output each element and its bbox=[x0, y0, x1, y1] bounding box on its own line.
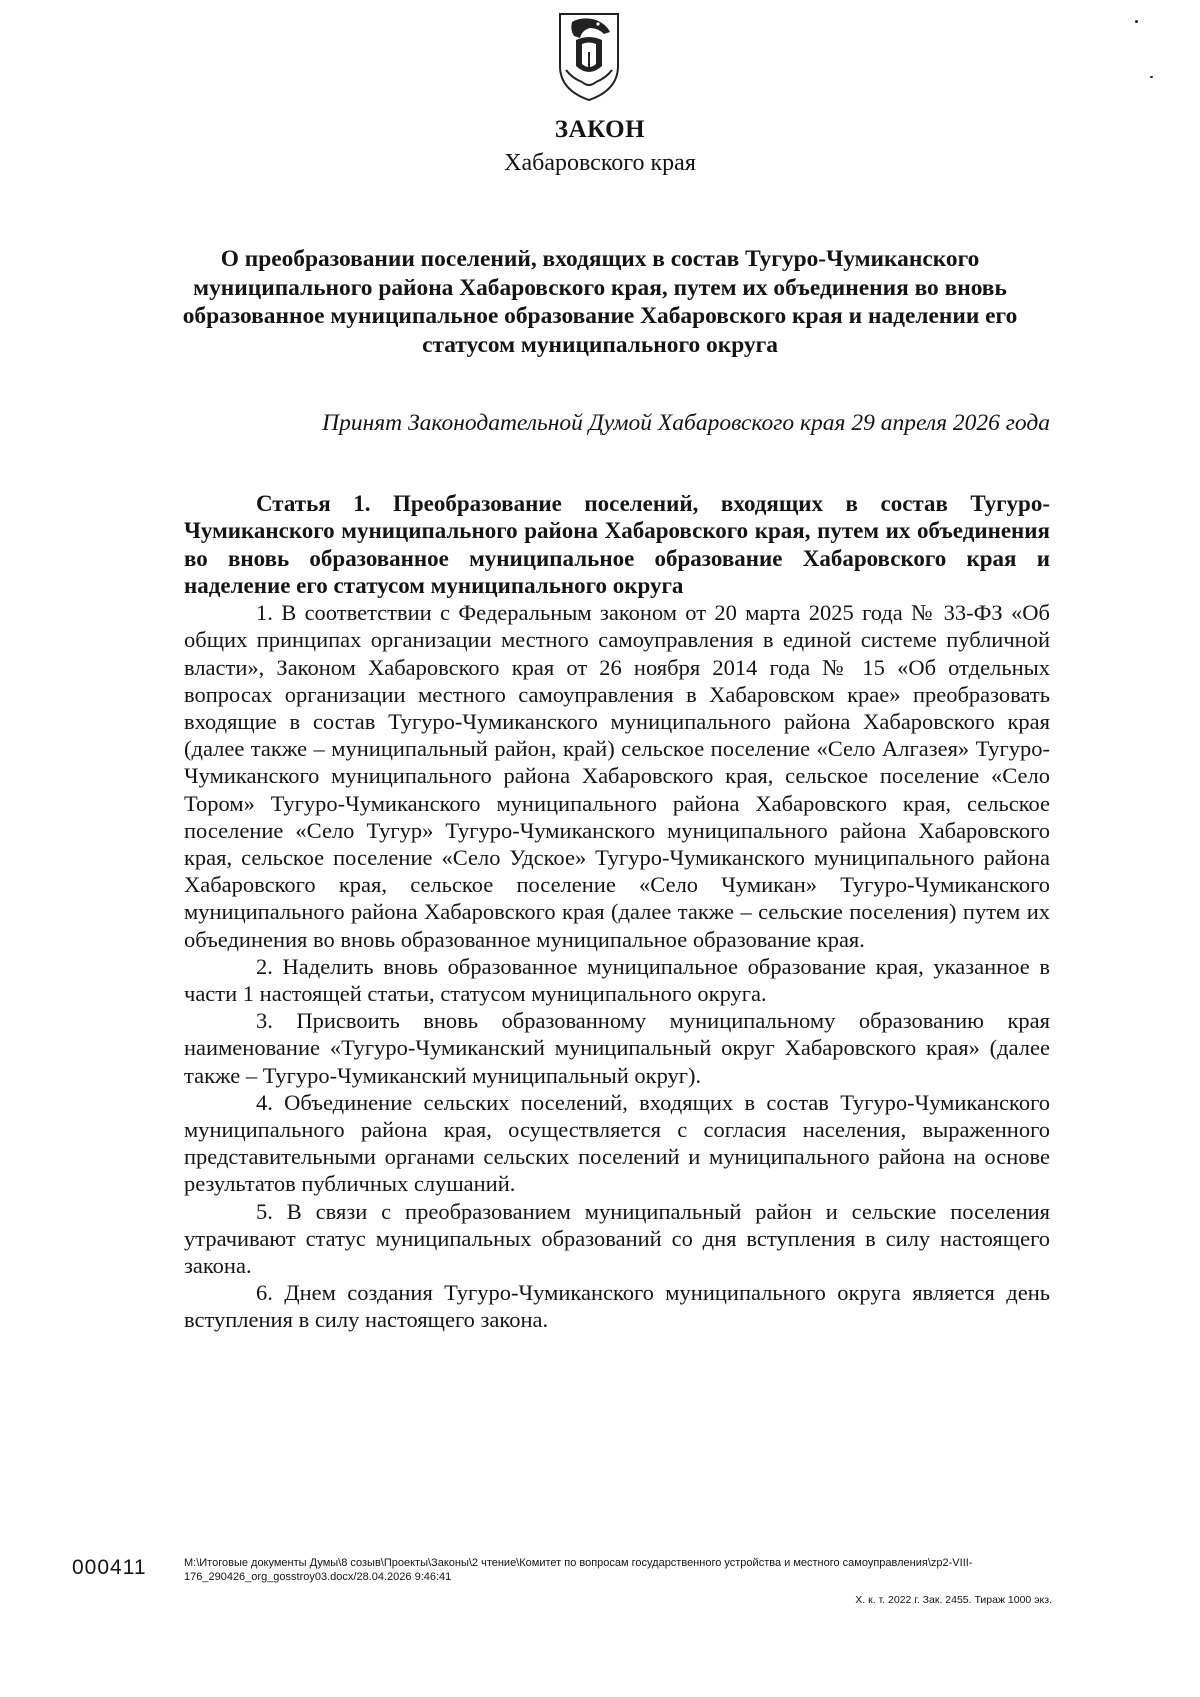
article-1-paragraph-2: 2. Наделить вновь образованное муниципальное образование края, указанное в части 1 настоящей статьи, статусом муниципального округа. bbox=[184, 953, 1050, 1007]
file-path-footer: M:\Итоговые документы Думы\8 созыв\Проекты\Законы\2 чтение\Комитет по вопросам государственного устройства и местного самоуправления\zp2-VIII-176_290426_org_gosstroy03.docx/28.04.2026 9:46:41 bbox=[184, 1557, 973, 1583]
scan-speck bbox=[1150, 76, 1153, 78]
article-1-paragraph-4: 4. Объединение сельских поселений, входящих в состав Тугуро-Чумиканского муниципального района края, осуществляется с согласия населения, выраженного представительными органами сельских поселений и муниципального района на основе результатов публичных слушаний. bbox=[184, 1089, 1050, 1197]
print-info: Х. к. т. 2022 г. Зак. 2455. Тираж 1000 экз. bbox=[855, 1594, 1052, 1606]
document-number: 000411 bbox=[72, 1556, 147, 1579]
law-body bbox=[184, 490, 1050, 1334]
article-1-heading: Статья 1. Преобразование поселений, входящих в состав Тугуро-Чумиканского муниципального района Хабаровского края, путем их объединения во вновь образованное муниципальное образование Хабаровского края и наделение его статусом муниципального округа bbox=[184, 491, 1050, 598]
scan-speck bbox=[1135, 20, 1138, 23]
article-1-paragraph-6: 6. Днем создания Тугуро-Чумиканского муниципального округа является день вступления в силу настоящего закона. bbox=[184, 1280, 1050, 1333]
law-region: Хабаровского края bbox=[504, 150, 696, 176]
law-title: ЗАКОН bbox=[554, 116, 646, 143]
article-1-paragraph-1: 1. В соответствии с Федеральным законом от 20 марта 2025 года № 33-ФЗ «Об общих принципах организации местного самоуправления в единой системе публичной власти», Законом Хабаровского края от 26 ноября 2014 года № 15 «Об отдельных вопросах организации местного самоуправления в Хабаровском крае» преобразовать входящие в состав Тугуро-Чумиканского муниципального района Хабаровского края (далее также – муниципальный район, край) сельское поселение «Село Алгазея» Тугуро-Чумиканского муниципального района Хабаровского края, сельское поселение «Село Тором» Тугуро-Чумиканского муниципального района Хабаровского края, сельское поселение «Село Тугур» Тугуро-Чумиканского муниципального района Хабаровского края, сельское поселение «Село Удское» Тугуро-Чумиканского муниципального района Хабаровского края, сельское поселение «Село Чумикан» Тугуро-Чумиканского муниципального района Хабаровского края (далее также – сельские поселения) путем их объединения во вновь образованное муниципальное образование края. bbox=[184, 600, 1050, 952]
article-1-paragraph-5: 5. В связи с преобразованием муниципальный район и сельские поселения утрачивают статус муниципальных образований со дня вступления в силу настоящего закона. bbox=[184, 1198, 1050, 1279]
article-1-paragraph-3: 3. Присвоить вновь образованному муниципальному образованию края наименование «Тугуро-Чумиканский муниципальный округ Хабаровского края» (далее также – Тугуро-Чумиканский муниципальный округ). bbox=[184, 1008, 1050, 1088]
coat-of-arms-icon bbox=[552, 8, 626, 104]
adoption-note: Принят Законодательной Думой Хабаровского края 29 апреля 2026 года bbox=[322, 410, 1050, 436]
law-subject-title: О преобразовании поселений, входящих в состав Тугуро-Чумиканского муниципального района Хабаровского края, путем их объединения во вновь образованное муниципальное образование Хабаровского края и наделении его статусом муниципального округа bbox=[182, 246, 1018, 358]
